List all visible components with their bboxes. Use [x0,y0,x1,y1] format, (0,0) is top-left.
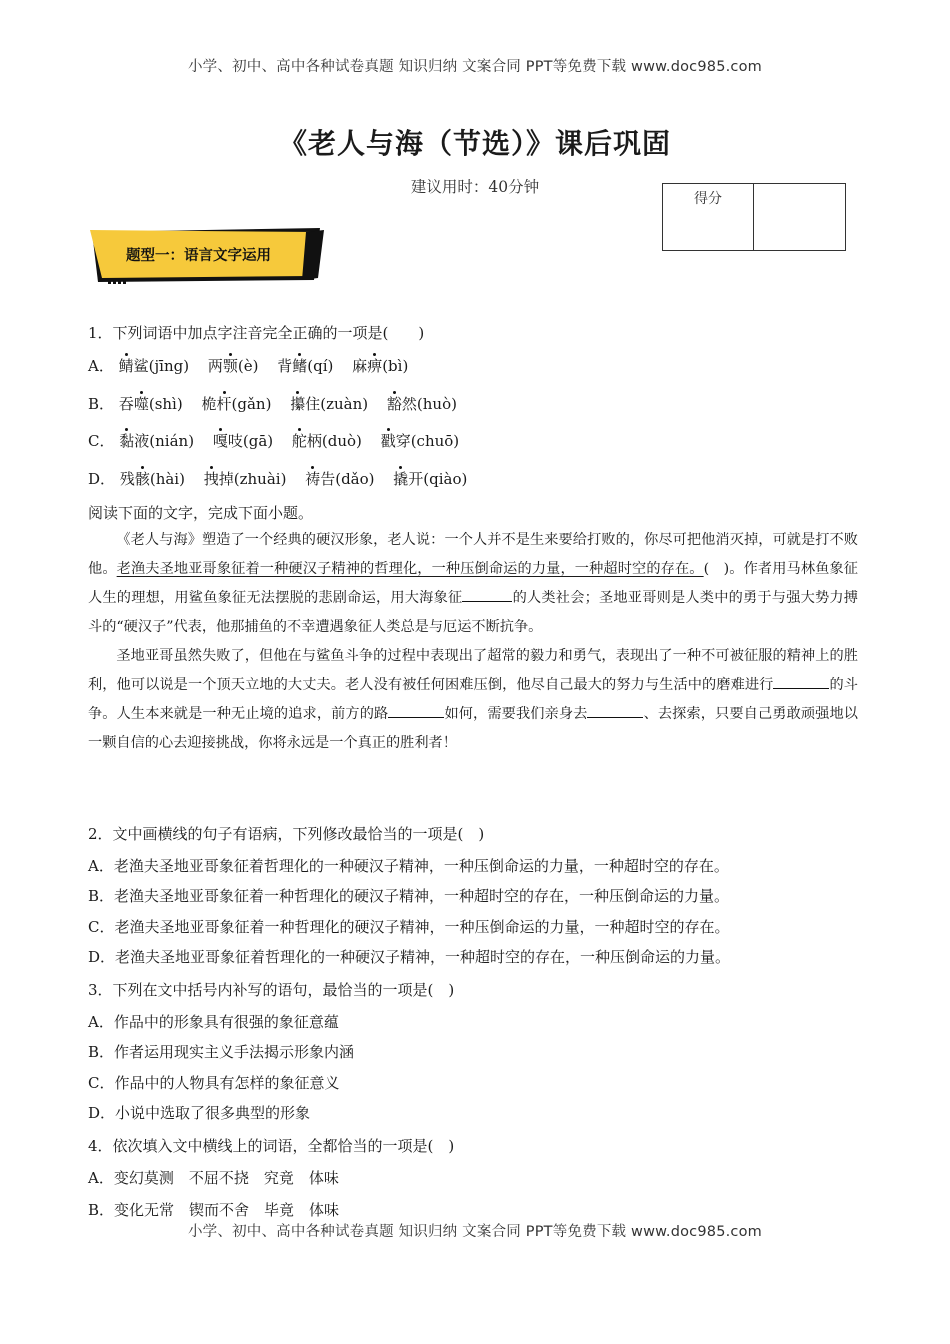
q1-b-item-2: 桅杆(gǎn) [201,395,272,413]
q3-option-a: A．作品中的形象具有很强的象征意蕴 [88,1013,339,1031]
q1-option-b [88,393,471,414]
option-letter: C． [88,432,115,450]
score-box [662,183,846,251]
reading-passage [88,526,858,758]
q1-d-item-4: 撬开(qiào) [393,470,468,488]
score-label: 得分 [663,184,754,250]
q3-stem: 3．下列在文中括号内补写的语句，最恰当的一项是( ) [88,981,455,999]
q1-c-item-1: 黏液(nián) [119,432,195,450]
q1-c-item-3: 舵柄(duò) [291,432,362,450]
q3-option-d: D．小说中选取了很多典型的形象 [88,1104,311,1122]
suggested-time: 建议用时：40分钟 [410,178,540,196]
q1-d-item-3: 祷告(dǎo) [305,470,375,488]
page-header: 小学、初中、高中各种试卷真题 知识归纳 文案合同 PPT等免费下载 www.doc985.com [187,59,763,75]
option-letter: B． [88,395,115,413]
q4-option-a: A．变幻莫测 不屈不挠 究竟 体味 [88,1169,339,1187]
q1-option-c [88,430,473,451]
q1-b-item-3: 攥住(zuàn) [290,395,369,413]
q1-c-item-4: 戳穿(chuō) [380,432,460,450]
blank-2 [773,674,829,689]
q4-option-b: B．变化无常 锲而不舍 毕竟 体味 [88,1201,340,1219]
q3-option-b: B．作者运用现实主义手法揭示形象内涵 [88,1043,355,1061]
underlined-sentence: 老渔夫圣地亚哥象征着一种硬汉子精神的哲理化，一种压倒命运的力量，一种超时空的存在。 [116,561,704,577]
blank-4 [587,703,643,718]
q1-a-item-1: 鲭鲨(jīng) [118,357,190,375]
q1-stem: 1．下列词语中加点字注音完全正确的一项是( ) [88,324,425,342]
option-letter: D． [88,470,116,488]
section-banner-text: 题型一：语言文字运用 [126,248,271,264]
blank-3 [388,703,444,718]
q1-a-item-2: 两颚(è) [207,357,259,375]
option-letter: A． [88,357,114,375]
q1-b-item-1: 吞噬(shì) [118,395,183,413]
section-banner [88,226,326,286]
q2-option-b: B．老渔夫圣地亚哥象征着一种哲理化的硬汉子精神，一种超时空的存在，一种压倒命运的力量。 [88,887,730,905]
reading-instruction: 阅读下面的文字，完成下面小题。 [88,504,314,522]
blank-1 [462,587,512,602]
q1-d-item-1: 残骸(hài) [119,470,185,488]
q2-option-a: A．老渔夫圣地亚哥象征着哲理化的一种硬汉子精神，一种压倒命运的力量，一种超时空的存在。 [88,857,729,875]
q1-b-item-4: 豁然(huò) [386,395,457,413]
q4-stem: 4．依次填入文中横线上的词语，全都恰当的一项是( ) [88,1137,455,1155]
page-footer: 小学、初中、高中各种试卷真题 知识归纳 文案合同 PPT等免费下载 www.doc985.com [187,1224,763,1240]
q2-option-d: D．老渔夫圣地亚哥象征着哲理化的一种硬汉子精神，一种超时空的存在，一种压倒命运的力量。 [88,948,731,966]
q1-a-item-3: 背鳍(qí) [277,357,334,375]
q3-option-c: C．作品中的人物具有怎样的象征意义 [88,1074,340,1092]
page-title: 《老人与海（节选）》课后巩固 [278,127,671,160]
q1-a-item-4: 麻痹(bì) [352,357,409,375]
q1-option-a [88,355,422,376]
q2-option-c: C．老渔夫圣地亚哥象征着一种哲理化的硬汉子精神，一种压倒命运的力量，一种超时空的存在。 [88,918,730,936]
q2-stem: 2．文中画横线的句子有语病，下列修改最恰当的一项是( ) [88,825,485,843]
passage-paragraph-1: 《老人与海》塑造了一个经典的硬汉形象，老人说：一个人并不是生来要给打败的，你尽可把他消灭掉，可就是打不败他。老渔夫圣地亚哥象征着一种硬汉子精神的哲理化，一种压倒命运的力量，一种超时空的存在。( )。作者用马林鱼象征人生的理想，用鲨鱼象征无法摆脱的悲剧命运，用大海象征 的人类社会；圣地亚哥则是人类中的勇于与强大势力搏斗的“硬汉子”代表，他那捕鱼的不幸遭遇象征人类总是与厄运不断抗争。 [88,532,858,635]
q1-c-item-2: 嘎吱(gā) [212,432,274,450]
q1-d-item-2: 拽掉(zhuài) [203,470,287,488]
passage-paragraph-2: 圣地亚哥虽然失败了，但他在与鲨鱼斗争的过程中表现出了超常的毅力和勇气，表现出了一种不可被征服的精神上的胜利，他可以说是一个顶天立地的大丈夫。老人没有被任何困难压倒，他尽自己最大的努力与生活中的磨难进行 的斗争。人生本来就是一种无止境的追求，前方的路 如何，需要我们亲身去 、去探索，只要自己勇敢顽强地以一颗自信的心去迎接挑战，你将永远是一个真正的胜利者！ [88,648,858,751]
q1-option-d [88,468,481,489]
score-value-cell [754,184,845,250]
